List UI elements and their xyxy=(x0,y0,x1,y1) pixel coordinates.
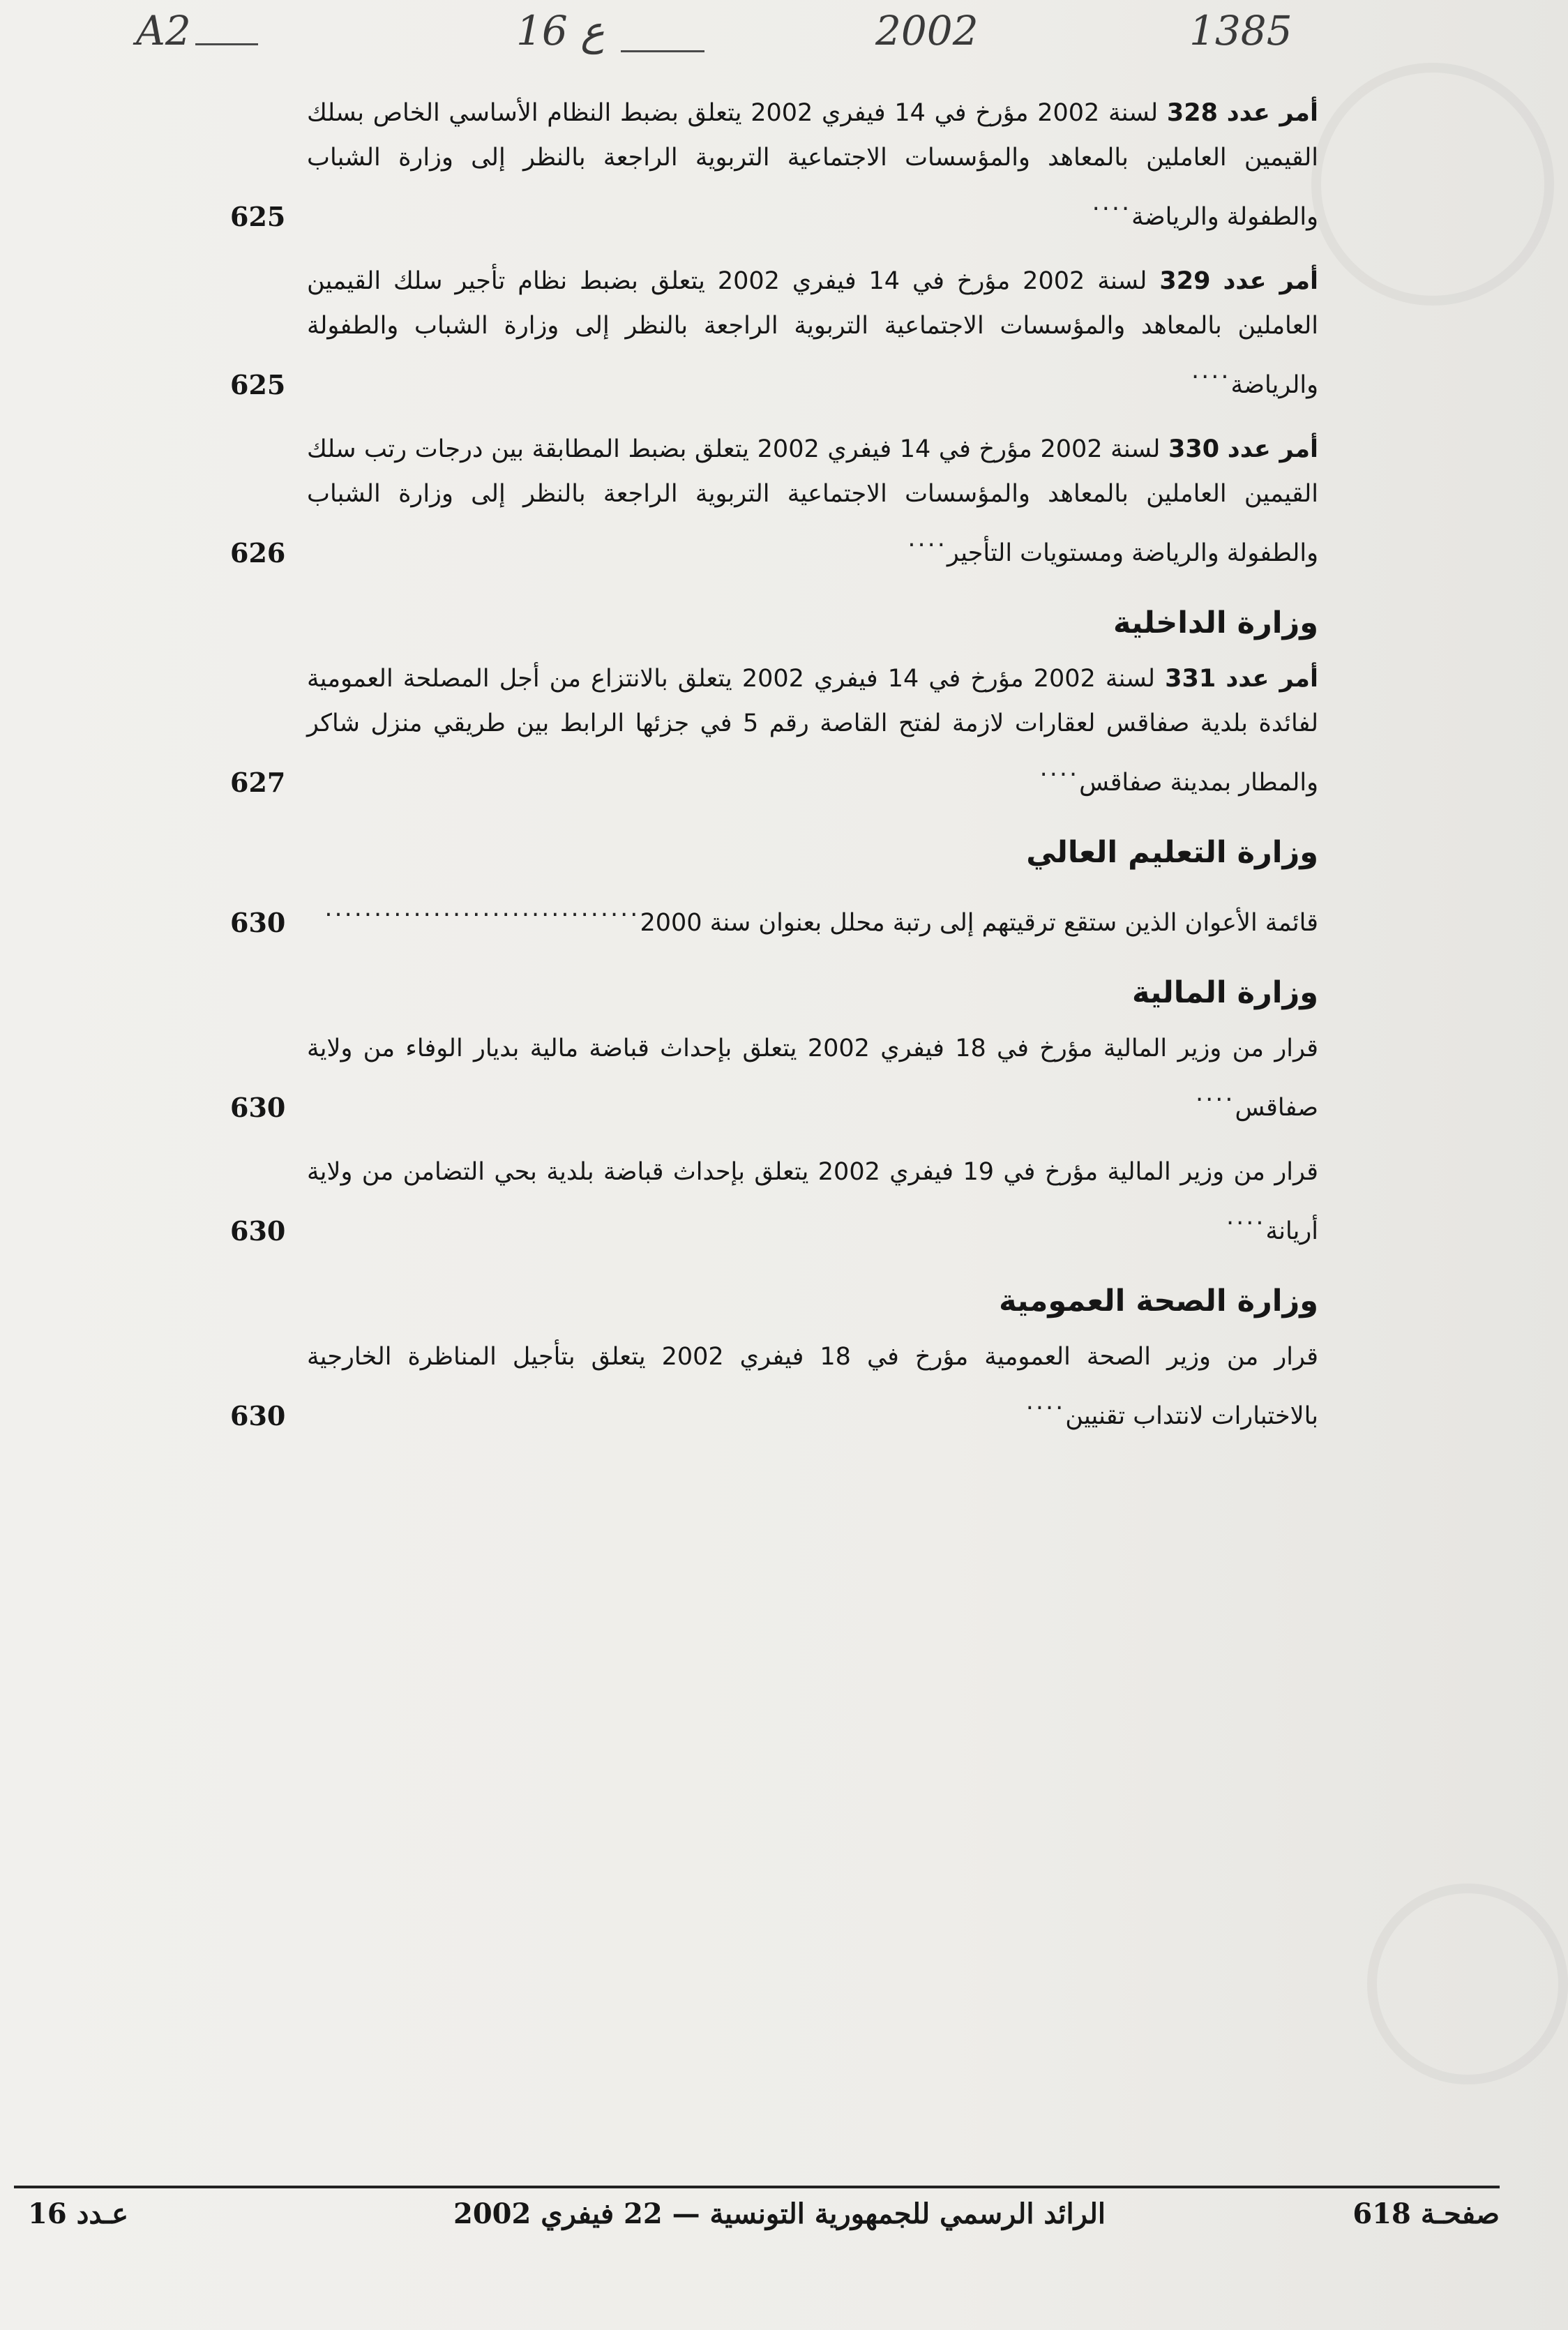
entry-description: قائمة الأعوان الذين ستقع ترقيتهم إلى رتبة محلل بعنوان سنة 2000 xyxy=(640,909,1318,937)
toc-entry-text xyxy=(307,91,1318,239)
toc-entry[interactable] xyxy=(230,656,1318,805)
dot-leader: .... xyxy=(1092,188,1132,216)
page-footer xyxy=(14,2197,1500,2239)
toc-page-number: 630 xyxy=(230,907,286,938)
toc-entry[interactable] xyxy=(230,886,1318,945)
toc-page-number: 630 xyxy=(230,1092,286,1123)
dot-leader: .... xyxy=(1025,1388,1066,1415)
toc-entry-text xyxy=(307,1150,1318,1254)
annotation-underline xyxy=(621,50,704,52)
section-title: وزارة الصحة العمومية xyxy=(999,1284,1318,1318)
table-of-contents xyxy=(230,91,1318,1458)
toc-entry-text xyxy=(307,1335,1318,1438)
entry-description: لسنة 2002 مؤرخ في 14 فيفري 2002 يتعلق بضبط المطابقة بين درجات رتب سلك القيمين العاملين بالمعاهد والمؤسسات الاجتماعية التربوية الراجعة بالنظر إلى وزارة الشباب والطفولة والرياضة ومستويات التأجير xyxy=(307,435,1318,567)
entry-description: لسنة 2002 مؤرخ في 14 فيفري 2002 يتعلق بضبط النظام الأساسي الخاص بسلك القيمين العاملين بالمعاهد والمؤسسات الاجتماعية التربوية الراجعة بالنظر إلى وزارة الشباب والطفولة والرياضة xyxy=(307,99,1318,231)
toc-page-number: 625 xyxy=(230,369,286,400)
annotation-underline xyxy=(195,43,258,45)
toc-entry-text xyxy=(307,259,1318,407)
annotation-top-left: A2 xyxy=(136,7,191,54)
decree-label: أمر عدد xyxy=(1226,665,1318,693)
bleed-through-mark xyxy=(1311,63,1554,306)
entry-description: لسنة 2002 مؤرخ في 14 فيفري 2002 يتعلق بالانتزاع من أجل المصلحة العمومية لفائدة بلدية صفاقس لعقارات لازمة لفتح القاصة رقم 5 في جزئها الرابط بين طريقي منزل شاكر والمطار بمدينة صفاقس xyxy=(307,665,1318,797)
section-title: وزارة الداخلية xyxy=(1113,606,1318,640)
decree-number: 328 xyxy=(1166,99,1218,127)
toc-page-number: 627 xyxy=(230,767,286,798)
decree-number: 330 xyxy=(1168,435,1220,463)
annotation-mid-left: 16 ع xyxy=(516,7,605,54)
toc-entry-text xyxy=(307,886,1318,945)
bleed-through-mark xyxy=(1367,1884,1568,2084)
entry-description: قرار من وزير المالية مؤرخ في 19 فيفري 2002 يتعلق بإحداث قباضة بلدية بحي التضامن من ولاية أريانة xyxy=(307,1158,1318,1245)
toc-entry-text xyxy=(307,427,1318,576)
decree-label: أمر عدد xyxy=(1223,267,1318,295)
entry-description: لسنة 2002 مؤرخ في 14 فيفري 2002 يتعلق بضبط نظام تأجير سلك القيمين العاملين بالمعاهد والمؤسسات الاجتماعية التربوية الراجعة بالنظر إلى وزارة الشباب والطفولة والرياضة xyxy=(307,267,1318,399)
dot-leader: .... xyxy=(1226,1203,1266,1231)
section-title: وزارة المالية xyxy=(1132,975,1318,1010)
dot-leader: .... xyxy=(1196,1079,1235,1107)
toc-page-number: 630 xyxy=(230,1215,286,1247)
dot-leader: .... xyxy=(1039,754,1080,782)
dot-leader: .... xyxy=(1191,356,1231,384)
entry-description: قرار من وزير الصحة العمومية مؤرخ في 18 فيفري 2002 يتعلق بتأجيل المناظرة الخارجية بالاختبارات لانتداب تقنيين xyxy=(307,1343,1318,1430)
section-title: وزارة التعليم العالي xyxy=(1026,835,1318,870)
toc-page-number: 630 xyxy=(230,1400,286,1431)
decree-label: أمر عدد xyxy=(1226,99,1318,127)
annotation-top-right: 1385 xyxy=(1189,7,1292,54)
annotation-mid-right: 2002 xyxy=(875,7,979,54)
toc-entry-text xyxy=(307,1026,1318,1130)
decree-number: 329 xyxy=(1159,267,1211,295)
toc-entry[interactable] xyxy=(230,427,1318,576)
toc-page-number: 625 xyxy=(230,201,286,232)
dot-leader: .... xyxy=(907,525,947,553)
toc-entry-text xyxy=(307,656,1318,805)
toc-entry[interactable] xyxy=(230,1335,1318,1438)
toc-entry[interactable] xyxy=(230,91,1318,239)
footer-issue-number: عـدد 16 xyxy=(28,2197,128,2230)
toc-entry[interactable] xyxy=(230,1026,1318,1130)
handwritten-annotations xyxy=(0,7,1568,70)
decree-label: أمر عدد xyxy=(1227,435,1318,463)
footer-publication-title: الرائد الرسمي للجمهورية التونسية — 22 فيفري 2002 xyxy=(453,2197,1106,2230)
decree-number: 331 xyxy=(1165,665,1216,693)
entry-description: قرار من وزير المالية مؤرخ في 18 فيفري 2002 يتعلق بإحداث قباضة مالية بديار الوفاء من ولاية صفاقس xyxy=(307,1035,1318,1122)
toc-entry[interactable] xyxy=(230,1150,1318,1254)
toc-entry[interactable] xyxy=(230,259,1318,407)
dot-leader: ................................ xyxy=(324,894,640,922)
footer-page-number: صفحـة 618 xyxy=(1352,2197,1500,2230)
footer-rule xyxy=(14,2186,1500,2188)
toc-page-number: 626 xyxy=(230,537,286,569)
